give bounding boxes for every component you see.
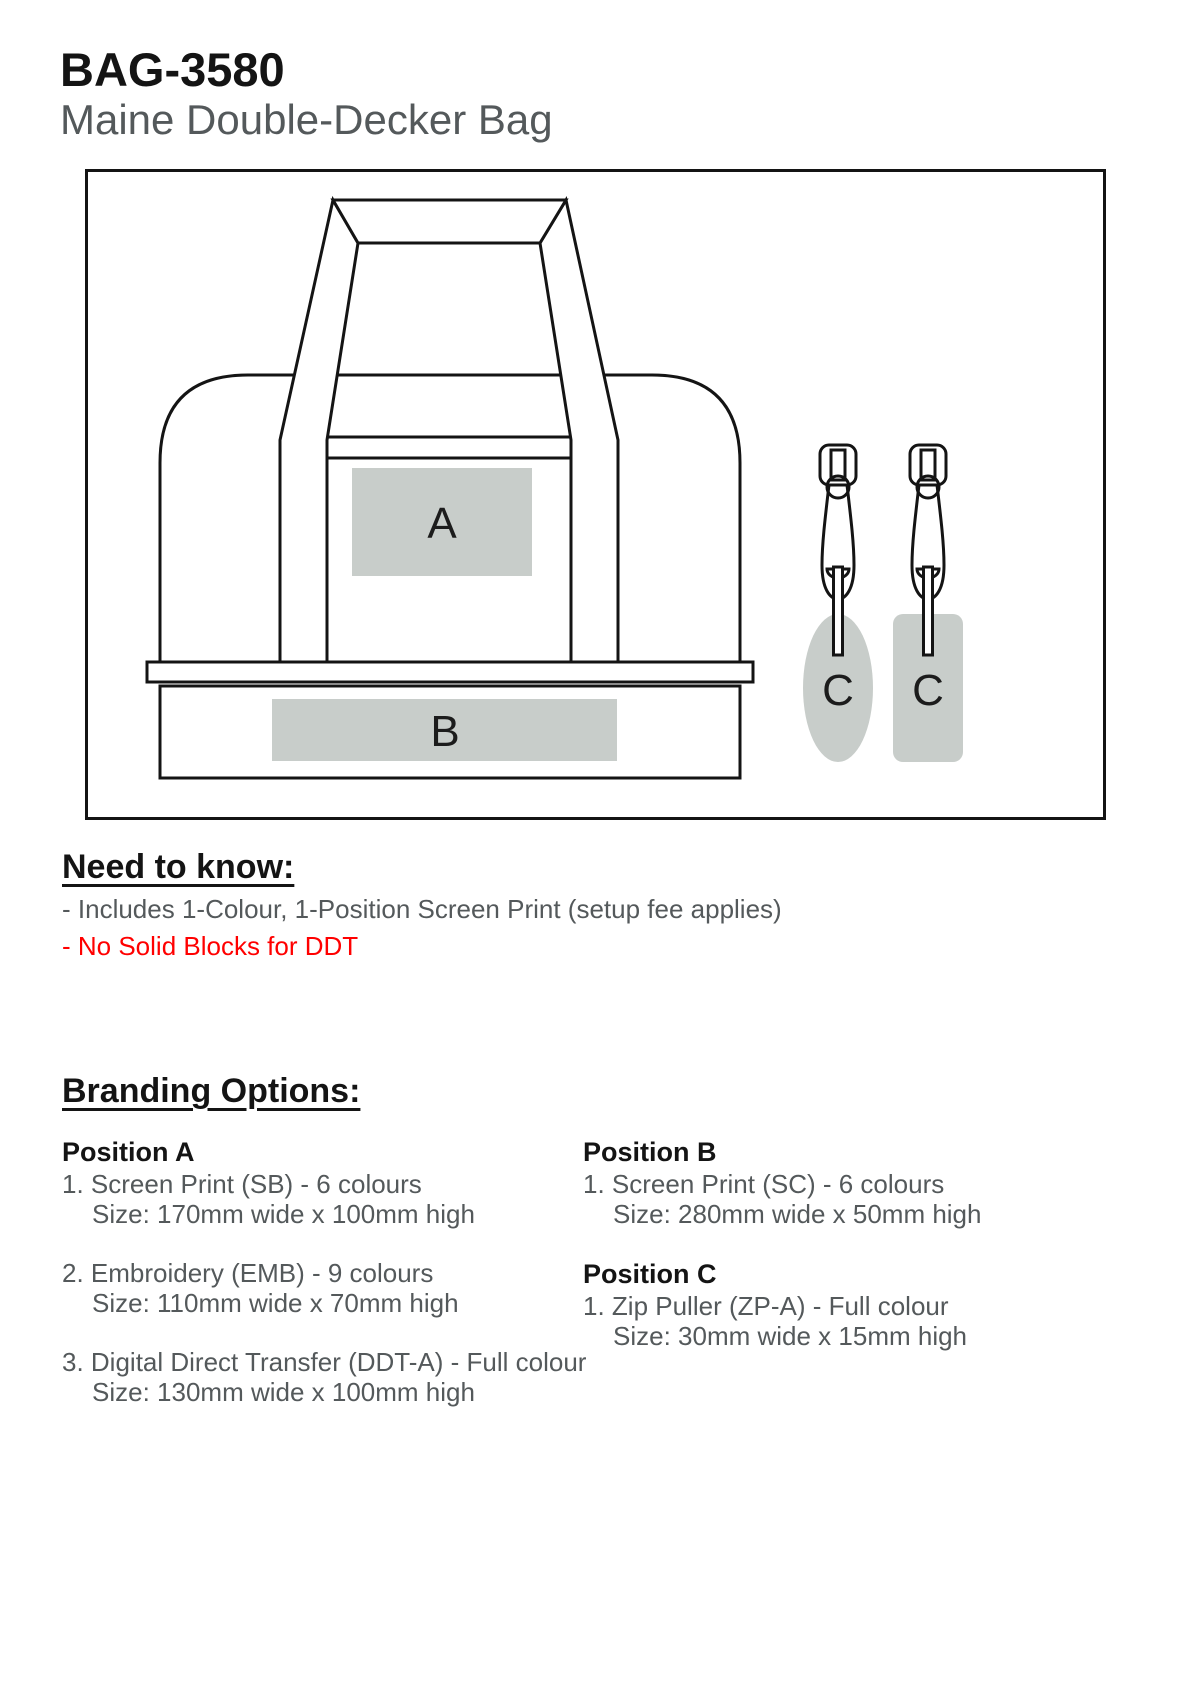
position-a-option-2-size: Size: 110mm wide x 70mm high: [92, 1288, 459, 1318]
position-c-title: Position C: [583, 1259, 717, 1289]
bag-divider-band: [147, 662, 753, 682]
position-a-option-1: 1. Screen Print (SB) - 6 colours: [62, 1169, 422, 1199]
position-a-option-1-size: Size: 170mm wide x 100mm high: [92, 1199, 475, 1229]
bag-handle-top: [333, 200, 566, 243]
position-a-option-3: 3. Digital Direct Transfer (DDT-A) - Full colour: [62, 1347, 587, 1377]
print-area-c-right-label: C: [912, 666, 944, 715]
need-to-know-item-warning: - No Solid Blocks for DDT: [62, 931, 359, 961]
print-area-a-label: A: [427, 499, 457, 548]
need-to-know-list: [62, 891, 782, 965]
need-to-know-heading: Need to know:: [62, 848, 295, 886]
product-name: Maine Double-Decker Bag: [60, 96, 553, 143]
position-b-option-1: 1. Screen Print (SC) - 6 colours: [583, 1169, 945, 1199]
print-area-b-label: B: [430, 707, 460, 756]
position-b-option-1-size: Size: 280mm wide x 50mm high: [613, 1199, 982, 1229]
position-a-title: Position A: [62, 1137, 195, 1167]
branding-column-left: [62, 1136, 586, 1407]
position-a-option-2: 2. Embroidery (EMB) - 9 colours: [62, 1258, 434, 1288]
branding-options-heading: Branding Options:: [62, 1072, 361, 1110]
branding-column-right: [583, 1136, 981, 1351]
product-diagram: [85, 169, 1106, 820]
product-code: BAG-3580: [60, 43, 285, 96]
position-c-option-1: 1. Zip Puller (ZP-A) - Full colour: [583, 1291, 949, 1321]
print-area-c-left-label: C: [822, 666, 854, 715]
need-to-know-item: - Includes 1-Colour, 1-Position Screen Print (setup fee applies): [62, 894, 782, 924]
position-c-option-1-size: Size: 30mm wide x 15mm high: [613, 1321, 968, 1351]
position-a-option-3-size: Size: 130mm wide x 100mm high: [92, 1377, 475, 1407]
position-b-title: Position B: [583, 1137, 717, 1167]
